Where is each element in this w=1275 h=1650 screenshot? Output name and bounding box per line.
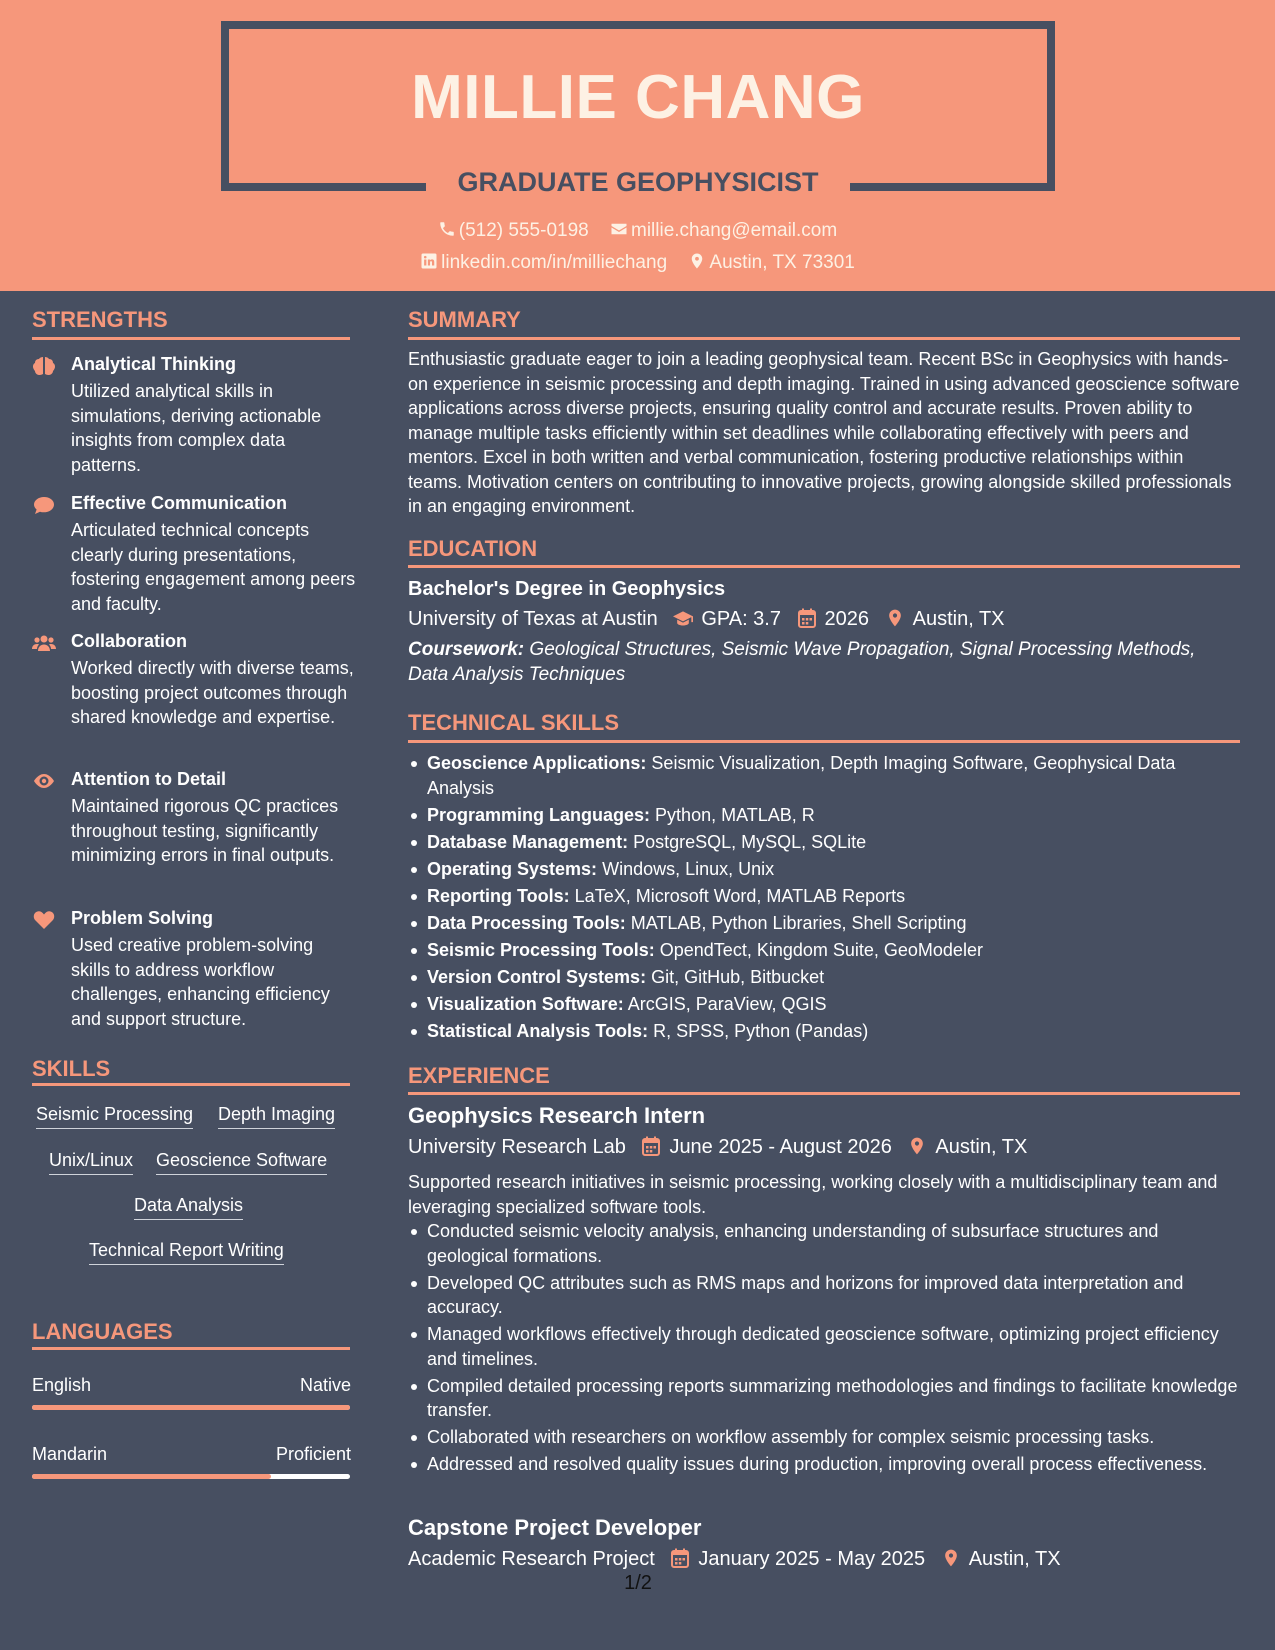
job-meta (408, 1548, 1061, 1571)
education-heading: EDUCATION (408, 536, 538, 561)
education-rule (408, 565, 1240, 568)
strength-desc: Worked directly with diverse teams, boosting project outcomes through shared knowledge and expertise. (71, 658, 354, 727)
languages-heading: LANGUAGES (32, 1319, 173, 1344)
brain-icon (32, 356, 56, 376)
coursework-list: Geological Structures, Seismic Wave Propagation, Signal Processing Methods, Data Analysis Techniques (408, 639, 1196, 685)
job-dates: June 2025 - August 2026 (669, 1136, 892, 1158)
skill-chip: Seismic Processing (36, 1104, 193, 1129)
strength-title: Problem Solving (71, 908, 214, 928)
job-dates: January 2025 - May 2025 (698, 1548, 926, 1570)
education-meta (408, 608, 1005, 631)
languages-rule (32, 1347, 350, 1350)
list-item (408, 938, 1240, 963)
tech-label: Programming Languages: (427, 804, 651, 825)
tech-value: Seismic Visualization, Depth Imaging Software, Geophysical Data Analysis (427, 753, 1176, 798)
skill-chip: Geoscience Software (156, 1150, 327, 1175)
eye-icon (32, 771, 56, 791)
language-name: Mandarin (32, 1444, 108, 1464)
speech-bubble-icon (32, 495, 56, 515)
strength-desc: Used creative problem-solving skills to address workflow challenges, enhancing efficiency and support structure. (71, 935, 330, 1029)
strength-title: Analytical Thinking (71, 354, 237, 374)
strengths-rule (32, 337, 350, 340)
list-item: Conducted seismic velocity analysis, enhancing understanding of subsurface structures and geological formations. (408, 1219, 1240, 1268)
strength-title: Effective Communication (71, 493, 288, 513)
list-item: Managed workflows effectively through dedicated geoscience software, optimizing project efficiency and timelines. (408, 1322, 1240, 1371)
tech-label: Geoscience Applications: (427, 753, 647, 773)
job-description: Supported research initiatives in seismic processing, working closely with a multidisciplinary team and leveraging specialized software tools. (408, 1172, 1218, 1217)
language-bar-fill (32, 1405, 350, 1410)
tech-label: Seismic Processing Tools: (427, 939, 655, 960)
language-level: Proficient (275, 1444, 351, 1464)
experience-heading: EXPERIENCE (408, 1063, 550, 1088)
list-item: Compiled detailed processing reports summarizing methodologies and findings to facilitate knowledge transfer. (408, 1374, 1240, 1423)
graduation-year: 2026 (824, 608, 870, 630)
language-bar (32, 1405, 350, 1410)
page-number: 1/2 (624, 1572, 652, 1594)
strength-desc: Utilized analytical skills in simulations, deriving actionable insights from complex data patterns. (71, 381, 322, 475)
language-name: English (32, 1375, 92, 1395)
education-location: Austin, TX (912, 608, 1005, 630)
language-level: Native (299, 1375, 351, 1395)
strengths-heading: STRENGTHS (32, 307, 168, 332)
technical-skills-rule (408, 740, 1240, 743)
tech-label: Operating Systems: (427, 858, 598, 879)
list-item: Developed QC attributes such as RMS maps and horizons for improved data interpretation and accuracy. (408, 1271, 1240, 1320)
candidate-name: MILLIE CHANG (411, 63, 865, 132)
job-title: Geophysics Research Intern (408, 1103, 706, 1128)
list-item: Collaborated with researchers on workflow assembly for complex seismic processing tasks. (408, 1425, 1240, 1450)
contact-linkedin[interactable] (420, 252, 667, 274)
job-org: University Research Lab (408, 1136, 626, 1158)
tech-value: OpendTect, Kingdom Suite, GeoModeler (659, 939, 983, 960)
skill-chip: Data Analysis (134, 1195, 243, 1220)
linkedin-text: linkedin.com/in/milliechang (441, 252, 668, 273)
list-item (408, 884, 1240, 909)
technical-skills-heading: TECHNICAL SKILLS (408, 710, 620, 735)
summary-heading: SUMMARY (408, 307, 521, 332)
tech-label: Database Management: (427, 831, 629, 852)
list-item (408, 992, 1240, 1017)
job-org: Academic Research Project (408, 1548, 655, 1570)
technical-skills-list (408, 751, 1240, 1046)
linkedin-icon (420, 252, 438, 270)
envelope-icon (610, 220, 628, 238)
job-location: Austin, TX (968, 1548, 1061, 1570)
map-pin-icon (688, 252, 706, 270)
skills-rule (32, 1083, 350, 1086)
strength-desc: Maintained rigorous QC practices throughout testing, significantly minimizing errors in final outputs. (71, 796, 339, 865)
tech-value: LaTeX, Microsoft Word, MATLAB Reports (574, 885, 906, 906)
tech-label: Statistical Analysis Tools: (427, 1020, 649, 1041)
phone-icon (438, 220, 456, 238)
tech-value: PostgreSQL, MySQL, SQLite (633, 831, 867, 852)
coursework (408, 638, 1240, 687)
candidate-title: GRADUATE GEOPHYSICIST (457, 167, 819, 197)
calendar-icon (641, 1136, 661, 1156)
job-meta (408, 1136, 1027, 1159)
list-item: Addressed and resolved quality issues during production, improving overall process effectiveness. (408, 1452, 1240, 1477)
contact-row-2 (0, 252, 1275, 274)
contact-location (688, 252, 854, 274)
list-item (408, 965, 1240, 990)
summary-rule (408, 337, 1240, 340)
summary-text: Enthusiastic graduate eager to join a leading geophysical team. Recent BSc in Geophysics with hands-on experience in seismic processing and depth imaging. Trained in using advanced geoscience software applications across diverse projects, ensuring quality control and accurate results. Proven ability to manage multiple tasks efficiently within set deadlines while collaborating effectively with peers and mentors. Excel in both written and verbal communication, fostering productive relationships within teams. Motivation centers on contributing to innovative projects, growing alongside skilled professionals in an engaging environment. (408, 349, 1240, 516)
list-item (408, 751, 1240, 800)
job-bullets (408, 1219, 1240, 1479)
skills-heading: SKILLS (32, 1056, 111, 1081)
tech-value: Git, GitHub, Bitbucket (651, 966, 825, 987)
job-title: Capstone Project Developer (408, 1515, 702, 1540)
email-text: millie.chang@email.com (631, 220, 838, 241)
strength-title: Collaboration (71, 631, 187, 651)
map-pin-icon (885, 608, 905, 628)
strength-desc: Articulated technical concepts clearly during presentations, fostering engagement among peers and faculty. (71, 520, 356, 614)
degree-title: Bachelor's Degree in Geophysics (408, 578, 726, 600)
language-bar (32, 1474, 350, 1479)
skill-chip: Unix/Linux (49, 1150, 133, 1175)
phone-text: (512) 555-0198 (458, 220, 589, 241)
list-item (408, 911, 1240, 936)
tech-label: Visualization Software: (427, 993, 624, 1014)
users-icon (32, 633, 56, 653)
school-name: University of Texas at Austin (408, 608, 658, 630)
calendar-icon (670, 1548, 690, 1568)
strength-title: Attention to Detail (71, 769, 226, 789)
resume-header (0, 0, 1275, 291)
heart-icon (32, 910, 56, 930)
tech-label: Reporting Tools: (427, 885, 570, 906)
gpa: GPA: 3.7 (701, 608, 781, 630)
location-text: Austin, TX 73301 (709, 252, 855, 273)
contact-phone[interactable] (438, 220, 589, 242)
job-location: Austin, TX (935, 1136, 1028, 1158)
calendar-icon (797, 608, 817, 628)
contact-email[interactable] (610, 220, 837, 242)
tech-value: Python, MATLAB, R (655, 804, 815, 825)
contact-row-1 (0, 220, 1275, 242)
list-item (408, 1019, 1240, 1044)
map-pin-icon (907, 1136, 927, 1156)
experience-rule (408, 1092, 1240, 1095)
tech-label: Data Processing Tools: (427, 912, 626, 933)
tech-value: ArcGIS, ParaView, QGIS (627, 993, 827, 1014)
tech-value: Windows, Linux, Unix (602, 858, 775, 879)
list-item (408, 803, 1240, 828)
skill-chip: Technical Report Writing (89, 1240, 284, 1265)
skill-chip: Depth Imaging (218, 1104, 335, 1129)
graduation-cap-icon (673, 608, 693, 628)
list-item (408, 857, 1240, 882)
map-pin-icon (941, 1548, 961, 1568)
list-item (408, 830, 1240, 855)
language-bar-fill (32, 1474, 271, 1479)
tech-value: MATLAB, Python Libraries, Shell Scripting (630, 912, 967, 933)
tech-value: R, SPSS, Python (Pandas) (653, 1020, 869, 1041)
tech-label: Version Control Systems: (427, 966, 647, 987)
coursework-label: Coursework: (408, 639, 525, 660)
